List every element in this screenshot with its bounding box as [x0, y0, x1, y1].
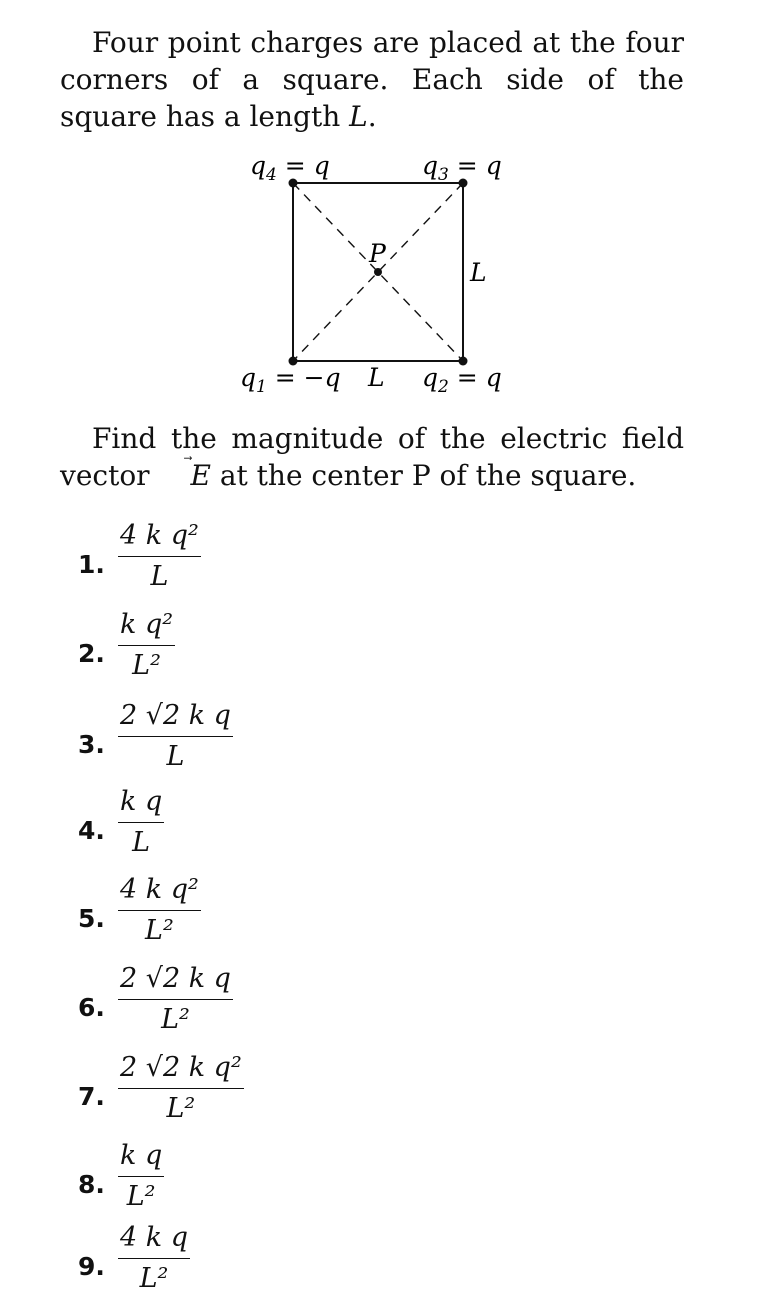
option-number: 2.: [78, 639, 105, 668]
center-point-dot: [374, 268, 382, 276]
option-number: 4.: [78, 816, 105, 845]
fraction: [118, 700, 233, 773]
label-center-P: P: [369, 239, 386, 268]
fraction: [118, 1052, 244, 1125]
numerator: 2 √2 k q: [120, 700, 231, 731]
square-charge-diagram: [220, 140, 520, 400]
denominator: L²: [145, 915, 174, 946]
option-number: 8.: [78, 1170, 105, 1199]
numerator: 4 k q²: [120, 520, 199, 551]
denominator: L: [132, 827, 151, 858]
denominator: L: [150, 561, 169, 592]
denominator: L²: [139, 1263, 169, 1294]
label-right-L: L: [470, 258, 487, 287]
option-number: 6.: [78, 993, 105, 1022]
denominator: L²: [166, 1093, 196, 1124]
fraction: [118, 874, 201, 947]
numerator: k q: [120, 1140, 163, 1171]
fraction: [118, 1140, 164, 1213]
question-text: Find the magnitude of the electric field vector E at the center P of the square.: [60, 422, 684, 492]
option-number: 3.: [78, 730, 105, 759]
fraction: [118, 963, 233, 1036]
denominator: L²: [126, 1181, 156, 1212]
problem-intro: [60, 24, 684, 135]
label-q4: $q_4 = q$: [250, 151, 330, 185]
fraction: [118, 1222, 190, 1295]
numerator: 4 k q: [120, 1222, 188, 1253]
numerator: 2 √2 k q²: [120, 1052, 242, 1083]
fraction: [118, 609, 175, 682]
label-q3: $q_3 = q$: [422, 151, 502, 185]
label-bottom-L: L: [368, 363, 385, 392]
option-number: 1.: [78, 550, 105, 579]
numerator: 4 k q²: [120, 874, 199, 905]
fraction: [118, 786, 164, 859]
option-number: 7.: [78, 1082, 105, 1111]
numerator: k q²: [120, 609, 174, 640]
answer-options: [78, 520, 478, 1300]
numerator: k q: [120, 786, 163, 817]
denominator: L²: [132, 650, 161, 681]
fraction: [118, 520, 201, 593]
label-q2: $q_2 = q$: [422, 363, 502, 397]
numerator: 2 √2 k q: [120, 963, 231, 994]
denominator: L²: [161, 1004, 190, 1035]
intro-text: Four point charges are placed at the four corners of a square. Each side of the square has a length L.: [60, 26, 684, 133]
problem-question: [60, 420, 684, 494]
label-q1: $q_1 = -q$: [240, 363, 341, 397]
denominator: L: [166, 741, 185, 772]
option-number: 5.: [78, 904, 105, 933]
option-number: 9.: [78, 1252, 105, 1281]
